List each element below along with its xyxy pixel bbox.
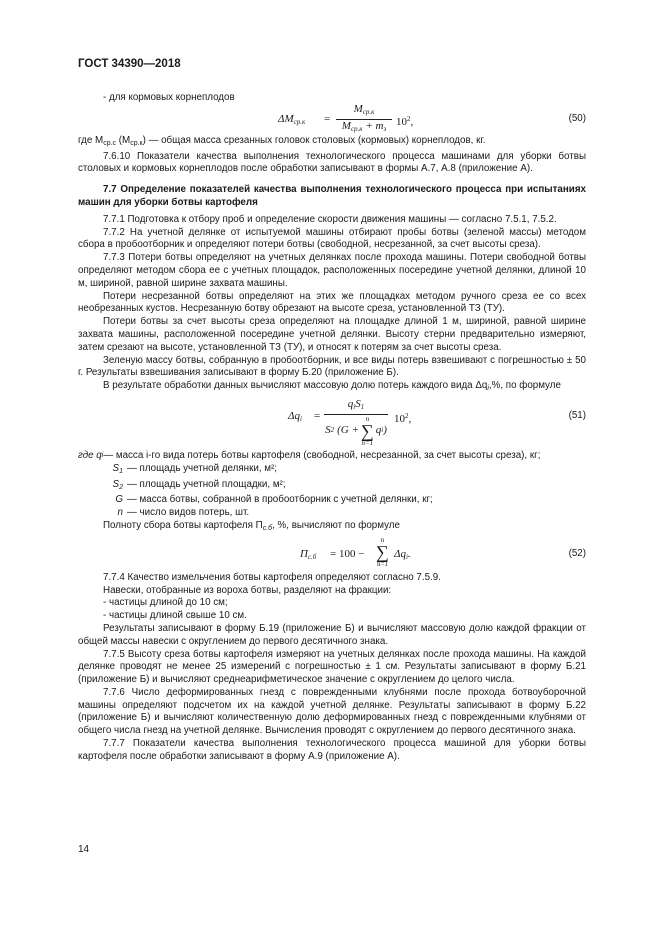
f51-mult: $10^2$,: [394, 411, 412, 425]
para-7-7-6: 7.7.6 Число деформированных гнезд с поврежденными клубнями после прохода ботвоуборочной машины определяют подсчетом их на каждой учетной делянке. Результаты записывают в форму Б.22 (приложение Б) и вычисляют количественную долю деформированных гнезд с поврежденными клубнями от общего числа гнезд на учетной делянке. Вычисления проводят с округлением до первого десятичного знака.: [78, 686, 586, 737]
where-50: где $M_{ср.с}$ $(M_{ср.к})$ — общая масса срезанных головок столовых (кормовых) корнеплодов, кг.: [78, 134, 486, 147]
page-number: 14: [78, 844, 90, 855]
formula-51: [78, 396, 586, 450]
document-header: ГОСТ 34390—2018: [78, 58, 181, 70]
f50-mult: $10^2$,: [396, 114, 414, 128]
para-7-7-3c: Потери ботвы за счет высоты среза определяют на площадке длиной 1 м, шириной, равной ширине захвата машины, расположенной посередине учетной делянки. Высоту стерни предварительно измеряют, затем срезают на высоте, установленной ТЗ (ТУ), и относят к потерям за счет высоты среза.: [78, 316, 586, 353]
root-crops-label: - для кормовых корнеплодов: [103, 92, 235, 103]
f52-sum: n ∑ n=1: [376, 535, 389, 568]
def-s1: $S_1$ — площадь учетной делянки, м²;: [112, 462, 278, 475]
para-fullness: Полноту сбора ботвы картофеля $П_{с.б}$, %, вычисляют по формуле: [103, 519, 400, 532]
f52-eq: = 100 −: [330, 547, 365, 560]
def-n: n — число видов потерь, шт.: [117, 507, 250, 519]
def-s2: $S_2$ — площадь учетной площадки, м²;: [112, 478, 286, 491]
para-7-7-3d: Зеленую массу ботвы, собранную в пробоотборник, и все виды потерь взвешивают с погрешностью ± 50 г. Результаты взвешивания записывают в форму Б.20 (приложение Б).: [78, 354, 586, 379]
f50-lhs: $\Delta M_{ср.к}$: [278, 112, 306, 126]
para-7-7-3b: Потери несрезанной ботвы определяют на этих же площадках методом ручного среза ее со всех необрезанных кустов. Несрезанную ботву обрезают на высоте среза, установленной ТЗ (ТУ).: [78, 290, 586, 315]
para-7-6-10: 7.6.10 Показатели качества выполнения технологического процесса машинами для уборки ботвы столовых и кормовых корнеплодов после обработки записывают в формы А.7, А.8 (приложение А).: [78, 150, 586, 175]
f50-eq: =: [324, 112, 331, 125]
formula-50: [78, 103, 586, 135]
f51-lhs: $\Delta q_i$: [288, 409, 302, 423]
def-qi: где q i — масса i-го вида потерь ботвы картофеля (свободной, несрезанной, за счет высоты среза), кг;: [78, 449, 541, 461]
para-7-7-4b: Навески, отобранные из вороха ботвы, разделяют на фракции:: [103, 584, 392, 596]
f52-lhs: $П_{с.б}$: [300, 547, 317, 561]
para-7-7-2: 7.7.2 На учетной делянке от испытуемой машины отбирают пробы ботвы (зеленой массы) методом сбора в пробоотборник и определяют потери ботвы (свободной, несрезанной, за счет высоты среза).: [78, 226, 586, 251]
page-body: [78, 92, 586, 764]
definitions-51: [78, 450, 586, 520]
para-7-7-3e: В результате обработки данных вычисляют массовую долю потерь каждого вида $\Delta q_i,\%$, по формуле: [103, 380, 561, 393]
para-7-7-5: 7.7.5 Высоту среза ботвы картофеля измеряют на учетных делянках после прохода машины. На каждой делянке проводят не менее 25 измерений с погрешностью ± 1 см. Результаты записывают в форму Б.21 (приложение Б) и вычисляют среднеарифметическое значение с округлением до целого числа.: [78, 648, 586, 686]
f50-fraction: $M_{ср.к}$ $M_{ср.к} + m_з$: [336, 103, 392, 136]
para-7-7-4: 7.7.4 Качество измельчения ботвы картофеля определяют согласно 7.5.9.: [103, 571, 441, 583]
f52-term: $\Delta q_i$.: [394, 547, 411, 561]
list-item-fraction-2: - частицы длиной свыше 10 см.: [103, 610, 247, 622]
para-7-7-1: 7.7.1 Подготовка к отбору проб и определение скорости движения машины — согласно 7.5.1, 7.5.2.: [103, 213, 557, 225]
para-7-7-7: 7.7.7 Показатели качества выполнения технологического процесса машиной для уборки ботвы картофеля после обработки записывают в форму А.9 (приложение А).: [78, 738, 586, 762]
para-7-7-4e: Результаты записывают в форму Б.19 (приложение Б) и вычисляют массовую долю каждой фракции от общей массы навески с округлением до первого десятичного знака.: [78, 622, 586, 647]
list-item-fraction-1: - частицы длиной до 10 см;: [103, 597, 228, 609]
formula-52-number: (52): [568, 547, 586, 559]
f51-eq: =: [314, 409, 321, 422]
section-7-7-title: 7.7 Определение показателей качества выполнения технологического процесса при испытаниях машин для уборки ботвы картофеля: [78, 184, 586, 208]
formula-51-number: (51): [568, 409, 586, 421]
formula-50-number: (50): [568, 112, 586, 124]
f51-fraction: $q_iS_1$ S 2 ( G + n ∑ n=1 q i ): [325, 397, 387, 447]
formula-52: [78, 536, 586, 572]
def-g: G — масса ботвы, собранной в пробоотборник с учетной делянки, кг;: [115, 494, 433, 506]
para-7-7-3a: 7.7.3 Потери ботвы определяют на учетных делянках после прохода машины. Потери свободной ботвы определяют методом сбора ее с учетных площадок, расположенных посередине учетной делянки, длиной 10 м, шириной, равной ширине захвата машины.: [78, 252, 586, 289]
